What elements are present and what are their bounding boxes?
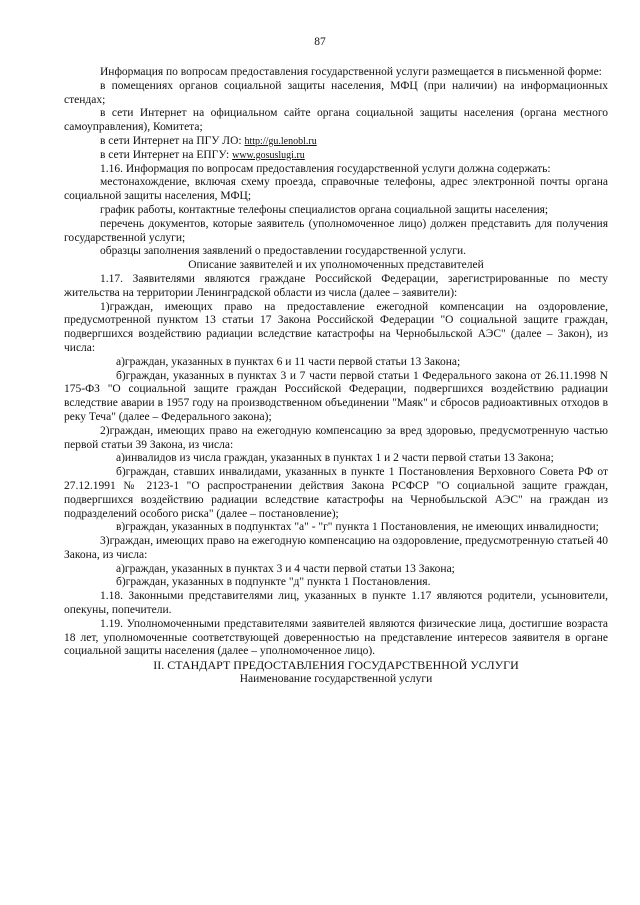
paragraph: 3)граждан, имеющих право на ежегодную компенсацию на оздоровление, предусмотренную статьей 40 Закона, из числа:: [64, 535, 608, 561]
paragraph: график работы, контактные телефоны специалистов органа социальной защиты населения;: [100, 203, 549, 216]
paragraph: 1)граждан, имеющих право на предоставление ежегодной компенсации на оздоровление, предусмотренной пунктом 13 статьи 17 Закона Российской Федерации "О социальной защите граждан, подвергшихся воздействию радиации вследствие катастрофы на Чернобыльской АЭС" (далее – Закон), из числа:: [64, 300, 608, 354]
paragraph: Информация по вопросам предоставления государственной услуги размещается в письменной форме:: [100, 66, 602, 78]
paragraph: 1.17. Заявителями являются граждане Российской Федерации, зарегистрированные по месту жительства на территории Ленинградской области из числа (далее – заявители):: [64, 272, 608, 299]
subheading: Наименование государственной услуги: [239, 673, 433, 686]
paragraph: 2)граждан, имеющих право на ежегодную компенсацию за вред здоровью, предусмотренную частью первой статьи 39 Закона, из числа:: [64, 424, 608, 451]
page-body: [64, 66, 608, 687]
paragraph-lenobl: [64, 135, 608, 149]
paragraph: 1.19. Уполномоченными представителями заявителей являются физические лица, достигшие возраста 18 лет, уполномоченные соответствующей доверенностью на представление интересов заявителя в органе социальной защиты населения (далее – уполномоченное лицо).: [64, 617, 608, 658]
paragraph: перечень документов, которые заявитель (уполномоченное лицо) должен представить для получения государственной услуги;: [64, 217, 608, 244]
paragraph: б)граждан, указанных в пунктах 3 и 7 части первой статьи 1 Федерального закона от 26.11.1998 N 175-ФЗ "О социальной защите граждан Российской Федерации, подвергшихся воздействию радиации вследствие аварии в 1957 году на производственном объединении "Маяк" и сбросов радиоактивных отходов в реку Теча" (далее – Федерального закона);: [64, 369, 608, 423]
paragraph: б)граждан, указанных в подпункте "д" пункта 1 Постановления.: [116, 576, 431, 589]
gosuslugi-label: в сети Интернет на ЕПГУ:: [100, 148, 230, 161]
paragraph: образцы заполнения заявлений о предоставлении государственной услуги.: [100, 245, 466, 258]
paragraph: а)граждан, указанных в пунктах 3 и 4 части первой статьи 13 Закона;: [116, 562, 455, 575]
paragraph-gosuslugi: [64, 149, 608, 163]
paragraph: а)инвалидов из числа граждан, указанных в пунктах 1 и 2 части первой статьи 13 Закона;: [116, 452, 554, 465]
lenobl-label: в сети Интернет на ПГУ ЛО:: [100, 134, 242, 147]
chapter-heading: II. СТАНДАРТ ПРЕДОСТАВЛЕНИЯ ГОСУДАРСТВЕННОЙ УСЛУГИ: [153, 658, 519, 673]
section-heading: Описание заявителей и их уполномоченных представителей: [188, 259, 484, 272]
page-number: 87: [314, 36, 326, 48]
paragraph: 1.18. Законными представителями лиц, указанных в пункте 1.17 являются родители, усыновители, опекуны, попечители.: [64, 590, 608, 617]
paragraph: 1.16. Информация по вопросам предоставления государственной услуги должна содержать:: [100, 162, 551, 175]
paragraph: в)граждан, указанных в подпунктах "а" - "г" пункта 1 Постановления, не имеющих инвалидности;: [116, 521, 599, 534]
paragraph: б)граждан, ставших инвалидами, указанных в пункте 1 Постановления Верховного Совета РФ от 27.12.1991 № 2123-1 "О распространении действия Закона РСФСР "О социальной защите граждан, подвергшихся воздействию радиации вследствие катастрофы на Чернобыльской АЭС" на граждан из подразделений особого риска" (далее – постановление);: [64, 466, 608, 520]
lenobl-link[interactable]: http://gu.lenobl.ru: [244, 135, 317, 147]
paragraph: в сети Интернет на официальном сайте органа социальной защиты населения (органа местного самоуправления), Комитета;: [64, 107, 608, 134]
paragraph: а)граждан, указанных в пунктах 6 и 11 части первой статьи 13 Закона;: [116, 355, 461, 368]
paragraph: в помещениях органов социальной защиты населения, МФЦ (при наличии) на информационных стендах;: [64, 79, 608, 106]
paragraph: местонахождение, включая схему проезда, справочные телефоны, адрес электронной почты органа социальной защиты населения, МФЦ;: [64, 176, 608, 203]
gosuslugi-link[interactable]: www.gosuslugi.ru: [232, 149, 305, 161]
